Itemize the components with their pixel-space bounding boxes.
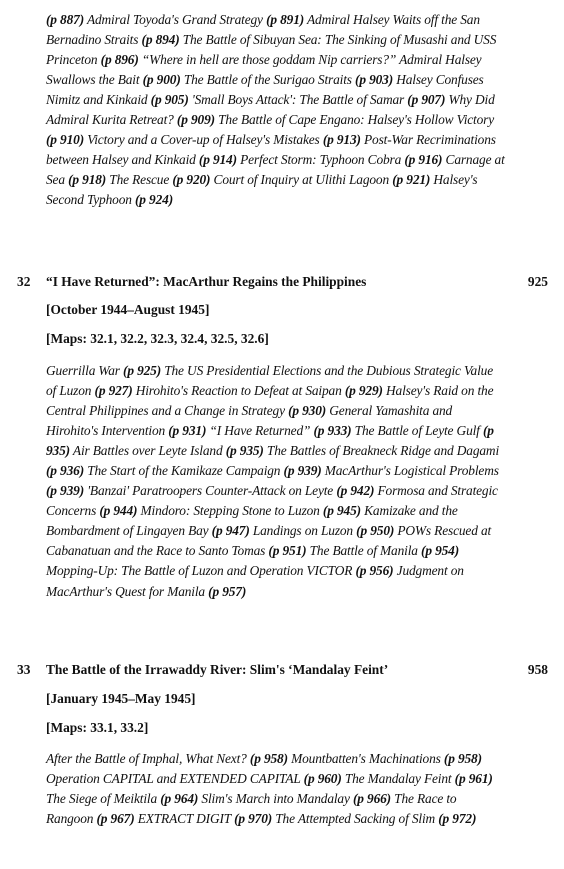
section-title: Slim's March into Mandalay: [198, 791, 353, 807]
page-reference: (p 966): [352, 791, 391, 807]
chapter-31-contents-continued: [46, 10, 506, 210]
section-title: The Battle of the Surigao Straits: [180, 72, 356, 88]
section-title: The Mandalay Feint: [341, 771, 455, 787]
page-reference: (p 967): [96, 811, 135, 827]
page-reference: (p 947): [211, 523, 250, 539]
section-title: The Battle of Manila: [306, 543, 422, 559]
section-title: After the Battle of Imphal, What Next?: [46, 751, 250, 766]
section-title: Admiral Halsey Waits off the San Bernadino Straits: [46, 12, 480, 48]
page-reference: (p 935): [46, 423, 494, 459]
page-reference: (p 930): [288, 403, 327, 419]
page-reference: (p 925): [123, 363, 162, 378]
section-title: POWs Rescued at Cabanatuan and the Race to Santo Tomas: [46, 523, 492, 559]
chapter-32-contents: [46, 361, 506, 602]
section-title: Mindoro: Stepping Stone to Luzon: [137, 503, 323, 519]
section-title: Carnage at Sea: [46, 152, 505, 188]
page-reference: (p 933): [313, 423, 352, 439]
page-reference: (p 956): [355, 563, 394, 579]
page-reference: (p 929): [344, 383, 383, 399]
page-reference: (p 916): [404, 152, 443, 168]
chapter-32-heading: [0, 273, 564, 291]
chapter-title: The Battle of the Irrawaddy River: Slim's ‘Mandalay Feint’: [46, 662, 389, 677]
page-reference: (p 891): [266, 12, 305, 27]
page-reference: (p 942): [336, 483, 375, 499]
page-reference: (p 927): [94, 383, 133, 399]
page-reference: (p 907): [407, 92, 446, 108]
section-title: MacArthur's Logistical Problems: [321, 463, 499, 479]
page-reference: (p 921): [392, 172, 431, 188]
section-title: Post-War Recriminations between Halsey and Kinkaid: [46, 132, 496, 168]
page-reference: (p 960): [303, 771, 342, 787]
section-title: 'Banzai' Paratroopers Counter-Attack on Leyte: [84, 483, 337, 499]
page-reference: (p 918): [68, 172, 107, 188]
page-reference: (p 910): [46, 132, 84, 148]
chapter-32-dates: [October 1944–August 1945]: [46, 302, 210, 317]
section-title: “I Have Returned”: [206, 423, 314, 439]
page-reference: (p 913): [322, 132, 361, 148]
page-reference: (p 936): [46, 463, 84, 479]
page-reference: (p 896): [100, 52, 139, 68]
page-reference: (p 964): [160, 791, 199, 807]
page-reference: (p 951): [268, 543, 307, 559]
page-reference: (p 958): [443, 751, 482, 766]
page-reference: (p 961): [454, 771, 493, 787]
section-title: The Battle of Leyte Gulf: [351, 423, 483, 439]
section-title: Mopping-Up: The Battle of Luzon and Operation VICTOR: [46, 563, 356, 579]
section-title: “Where in hell are those goddam Nip carriers?” Admiral Halsey Swallows the Bait: [46, 52, 482, 88]
section-title: Halsey's Second Typhoon: [46, 172, 478, 208]
chapter-32-maps: [Maps: 32.1, 32.2, 32.3, 32.4, 32.5, 32.6]: [46, 331, 269, 346]
section-title: Judgment on MacArthur's Quest for Manila: [46, 563, 464, 599]
section-title: EXTRACT DIGIT: [134, 811, 235, 827]
page-reference: (p 950): [356, 523, 395, 539]
section-title: The US Presidential Elections and the Dubious Strategic Value of Luzon: [46, 363, 494, 399]
section-title: Kamizake and the Bombardment of Lingayen Bay: [46, 503, 458, 539]
chapter-33-maps: [Maps: 33.1, 33.2]: [46, 720, 149, 735]
chapter-33-contents: [46, 749, 506, 829]
section-title: Guerrilla War: [46, 363, 124, 378]
section-title: 'Small Boys Attack': The Battle of Samar: [188, 92, 408, 108]
section-title: Landings on Luzon: [249, 523, 357, 539]
page-reference: (p 909): [176, 112, 215, 128]
chapter-page-number: 958: [527, 662, 548, 677]
chapter-33-dates: [January 1945–May 1945]: [46, 691, 196, 706]
section-title: The Siege of Meiktila: [46, 791, 161, 807]
page-reference: (p 970): [234, 811, 273, 827]
page-reference: (p 900): [142, 72, 181, 88]
chapter-33-heading: [0, 661, 564, 679]
page-reference: (p 920): [172, 172, 211, 188]
section-title: The Start of the Kamikaze Campaign: [84, 463, 284, 479]
section-title: The Battles of Breakneck Ridge and Dagami: [263, 443, 500, 459]
page-reference: (p 887): [46, 12, 84, 27]
section-title: The Battle of Sibuyan Sea: The Sinking of Musashi and USS Princeton: [46, 32, 497, 68]
page-reference: (p 972): [438, 811, 477, 827]
section-title: Operation CAPITAL and EXTENDED CAPITAL: [46, 771, 304, 787]
section-title: Court of Inquiry at Ulithi Lagoon: [210, 172, 393, 188]
chapter-page-number: 925: [527, 274, 548, 289]
section-title: Halsey's Raid on the Central Philippines and a Change in Strategy: [46, 383, 494, 419]
page-reference: (p 945): [322, 503, 361, 519]
section-title: Hirohito's Reaction to Defeat at Saipan: [132, 383, 345, 399]
page-reference: (p 958): [249, 751, 288, 766]
page-reference: (p 939): [46, 483, 84, 499]
page-reference: (p 905): [150, 92, 189, 108]
chapter-title: “I Have Returned”: MacArthur Regains the Philippines: [46, 274, 367, 289]
page-reference: (p 935): [225, 443, 264, 459]
page-reference: (p 954): [421, 543, 460, 559]
section-title: Mountbatten's Machinations: [287, 751, 444, 766]
section-title: The Rescue: [106, 172, 173, 188]
section-title: Why Did Admiral Kurita Retreat?: [46, 92, 495, 128]
section-title: Admiral Toyoda's Grand Strategy: [84, 12, 267, 27]
section-title: The Attempted Sacking of Slim: [272, 811, 439, 827]
section-title: The Battle of Cape Engano: Halsey's Hollow Victory: [214, 112, 495, 128]
section-title: Perfect Storm: Typhoon Cobra: [236, 152, 405, 168]
section-title: Air Battles over Leyte Island: [69, 443, 226, 459]
page-reference: (p 914): [198, 152, 237, 168]
section-title: Halsey Confuses Nimitz and Kinkaid: [46, 72, 484, 108]
page-reference: (p 894): [141, 32, 180, 48]
page-reference: (p 924): [135, 192, 173, 208]
section-title: Formosa and Strategic Concerns: [46, 483, 498, 519]
page-reference: (p 944): [99, 503, 138, 519]
section-title: Victory and a Cover-up of Halsey's Mistakes: [84, 132, 323, 148]
page-reference: (p 903): [355, 72, 394, 88]
page-reference: (p 931): [168, 423, 207, 439]
chapter-number: 32: [17, 274, 31, 289]
section-title: The Race to Rangoon: [46, 791, 457, 827]
page-reference: (p 939): [283, 463, 322, 479]
section-title: General Yamashita and Hirohito's Intervention: [46, 403, 453, 439]
chapter-number: 33: [17, 662, 31, 677]
page-reference: (p 957): [208, 583, 247, 599]
